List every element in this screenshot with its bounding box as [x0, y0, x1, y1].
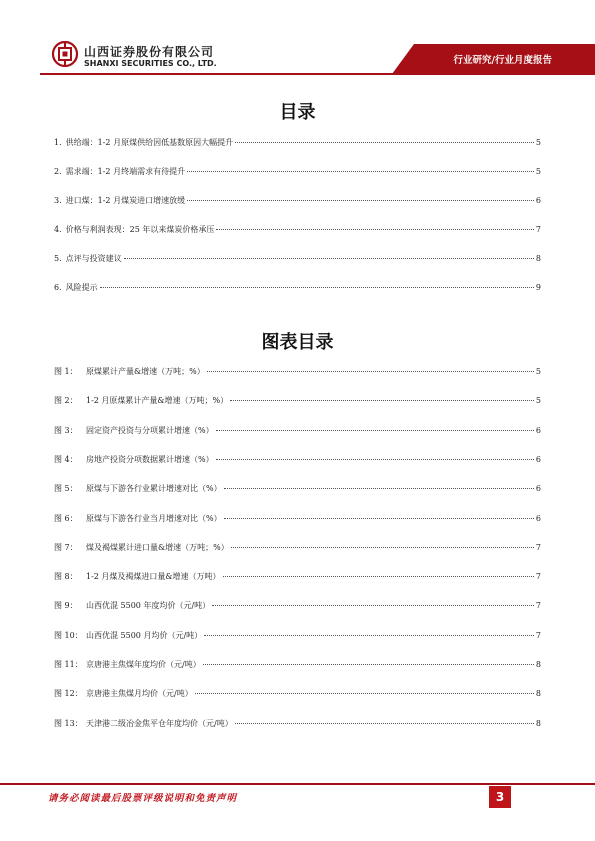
figure-item[interactable] [54, 659, 541, 673]
figure-item-number: 图 9： [54, 601, 78, 611]
toc-item-label: 风险提示 [65, 283, 98, 292]
toc-item[interactable] [54, 166, 541, 180]
toc-item-number: 1. [54, 138, 62, 147]
figure-item-number: 图 4： [54, 454, 78, 464]
figure-item-page: 8 [535, 689, 541, 699]
leader-dots [223, 576, 534, 577]
toc-item-page: 6 [535, 196, 541, 205]
figure-item[interactable] [54, 542, 541, 556]
figure-item-label: 京唐港主焦煤月均价（元/吨） [86, 689, 193, 699]
toc-item-label: 需求端：1-2 月终端需求有待提升 [65, 167, 186, 176]
figure-item-label: 原煤累计产量&增速（万吨；%） [86, 367, 205, 376]
figure-item[interactable] [54, 513, 541, 527]
leader-dots [230, 400, 534, 401]
toc-item[interactable] [54, 253, 541, 267]
figure-item-number: 图 13： [54, 718, 83, 728]
figure-item-label: 固定资产投资与分项累计增速（%） [86, 425, 214, 435]
figure-item[interactable] [54, 630, 541, 644]
report-type-label: 行业研究/行业月度报告 [453, 55, 552, 66]
toc-item-label: 供给端：1-2 月原煤供给因低基数原因大幅提升 [65, 138, 234, 147]
toc-item[interactable] [54, 282, 541, 296]
figure-item[interactable] [54, 454, 541, 468]
header-divider [40, 73, 595, 75]
page-number: 3 [489, 786, 511, 808]
toc-item-label: 价格与利润表现：25 年以来煤炭价格承压 [65, 225, 215, 234]
figure-item[interactable] [54, 600, 541, 614]
leader-dots [100, 287, 534, 288]
toc-item-number: 2. [54, 167, 62, 176]
figure-item-page: 5 [535, 367, 541, 376]
figure-item-number: 图 7： [54, 542, 78, 552]
figure-item-number: 图 5： [54, 484, 78, 494]
figure-item-number: 图 1： [54, 367, 78, 376]
leader-dots [195, 693, 534, 694]
figure-item-label: 山西优混 5500 年度均价（元/吨） [86, 601, 211, 611]
figure-item-page: 7 [535, 630, 541, 640]
figure-item-label: 原煤与下游各行业累计增速对比（%） [86, 484, 222, 494]
figure-item-page: 6 [535, 484, 541, 494]
leader-dots [224, 488, 534, 489]
leader-dots [207, 371, 534, 372]
company-name-cn: 山西证券股份有限公司 [84, 45, 215, 59]
figure-item[interactable] [54, 366, 541, 380]
figure-item-label: 煤及褐煤累计进口量&增速（万吨；%） [86, 542, 229, 552]
figure-item-number: 图 2： [54, 396, 78, 406]
toc-item[interactable] [54, 195, 541, 209]
leader-dots [187, 171, 534, 172]
figure-item-number: 图 11： [54, 660, 83, 669]
figures-title: 图表目录 [261, 332, 334, 353]
toc-item[interactable] [54, 137, 541, 151]
leader-dots [203, 664, 534, 665]
page-header [0, 0, 595, 80]
company-name-en: SHANXI SECURITIES CO., LTD. [84, 59, 217, 68]
disclaimer-text: 请务必阅读最后股票评级说明和免责声明 [48, 793, 238, 804]
figure-item-number: 图 10： [54, 630, 83, 640]
figure-item-label: 原煤与下游各行业当月增速对比（%） [86, 513, 222, 523]
toc-item-number: 6. [54, 283, 62, 292]
leader-dots [216, 430, 534, 431]
figure-item-page: 8 [535, 660, 541, 669]
toc-item-page: 7 [535, 225, 541, 234]
toc-item-page: 9 [535, 283, 541, 292]
leader-dots [235, 723, 534, 724]
leader-dots [124, 258, 534, 259]
figure-item[interactable] [54, 571, 541, 585]
figure-item-label: 1-2 月煤及褐煤进口量&增速（万吨） [86, 572, 221, 582]
toc-item-label: 点评与投资建议 [65, 254, 122, 263]
figure-item-page: 6 [535, 513, 541, 523]
figure-item-label: 房地产投资分项数据累计增速（%） [86, 454, 214, 464]
figure-item-page: 6 [535, 454, 541, 464]
figure-item[interactable] [54, 483, 541, 497]
figure-item-number: 图 3： [54, 425, 78, 435]
toc-item[interactable] [54, 224, 541, 238]
figure-item-number: 图 12： [54, 689, 83, 699]
figure-item-number: 图 6： [54, 513, 78, 523]
figure-item-page: 8 [535, 718, 541, 728]
leader-dots [204, 635, 534, 636]
report-type-banner [392, 44, 592, 74]
figure-item-page: 7 [535, 601, 541, 611]
toc-item-page: 5 [535, 167, 541, 176]
toc-item-number: 4. [54, 225, 62, 234]
figure-item[interactable] [54, 688, 541, 702]
figure-item-page: 5 [535, 396, 541, 406]
figure-item-page: 6 [535, 425, 541, 435]
toc-item-page: 5 [535, 138, 541, 147]
figure-item-label: 京唐港主焦煤年度均价（元/吨） [86, 660, 201, 669]
figure-item-label: 1-2 月原煤累计产量&增速（万吨；%） [86, 396, 229, 406]
toc-item-page: 8 [535, 254, 541, 263]
toc-item-number: 3. [54, 196, 62, 205]
leader-dots [235, 142, 534, 143]
leader-dots [216, 459, 534, 460]
leader-dots [231, 547, 534, 548]
toc-item-number: 5. [54, 254, 62, 263]
figure-item-page: 7 [535, 542, 541, 552]
shanxi-securities-logo-icon [52, 41, 78, 67]
figure-item-number: 图 8： [54, 572, 78, 582]
figure-item-label: 天津港二级冶金焦平仓年度均价（元/吨） [86, 718, 233, 728]
footer-divider [0, 783, 595, 785]
toc-item-label: 进口煤：1-2 月煤炭进口增速放缓 [65, 196, 186, 205]
figure-item-label: 山西优混 5500 月均价（元/吨） [86, 630, 203, 640]
figure-item[interactable] [54, 395, 541, 409]
leader-dots [187, 200, 534, 201]
figure-item-page: 7 [535, 572, 541, 582]
figure-item[interactable] [54, 425, 541, 439]
figure-item[interactable] [54, 718, 541, 732]
leader-dots [212, 605, 534, 606]
leader-dots [216, 229, 534, 230]
toc-title: 目录 [279, 102, 316, 123]
leader-dots [224, 518, 534, 519]
